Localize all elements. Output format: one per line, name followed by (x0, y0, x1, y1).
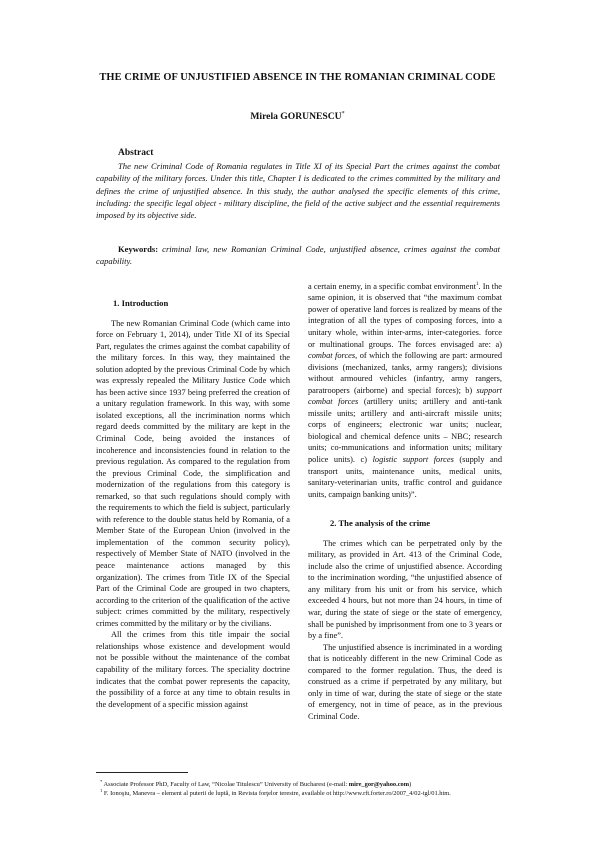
combat-forces-term: combat forces (308, 351, 356, 361)
footnote-1-close: ) (409, 781, 412, 789)
p3-mid-2: , of which the following are part: armoured divisions (mechanized, tanks, army rangers); divisions without armoured vehicles (infantry, army rangers, paratroopers (airborne) and special forces); b) (308, 351, 502, 395)
footnote-2 (100, 786, 520, 798)
section-1-heading: 1. Introduction (113, 298, 169, 308)
footnote-divider (96, 772, 188, 773)
abstract-text: The new Criminal Code of Romania regulates in Title XI of its Special Part the crimes against the combat capability of the military forces. Under this title, Chapter I is dedicated to the crimes committed by the military and defines the crime of unjustified absence. In this study, the author analysed the specific elements of this crime, including: the specific legal object - military discipline, the field of the active subject and the essential requirements imposed by its objective side. (96, 161, 500, 221)
author-line (0, 111, 595, 122)
left-column (96, 298, 290, 710)
author-name: Mirela GORUNESCU (250, 111, 342, 123)
p3-end: (supply and transport units, maintenance units, medical units, sanitary-veterinarian units, traffic control and guidance units, campaign banking units)”. (308, 454, 502, 499)
footnote-2-mark: 1 (100, 788, 103, 793)
right-column (308, 279, 502, 722)
support-forces-term: support combat forces (308, 385, 502, 407)
p3-mid-3: (artillery units; artillery and anti-tank missile units; artillery and anti-aircraft missile units; corps of engineers; electronic war units; nuclear, biological and chemical defence units – NBC; research units; co-mmunications and information units; military police units). c) (308, 397, 502, 464)
section-1-paragraph-2: All the crimes from this title impair the social relationships whose existence and development would not be possible without the maintenance of the combat capability of the military forces. The speciality doctrine indicates that the combat power represents the capacity, the possibility of a force at any time to obtain results in the development of a specific mission against (96, 630, 290, 709)
p3-start: a certain enemy, in a specific combat environment (308, 281, 476, 291)
section-2-heading: 2. The analysis of the crime (330, 518, 431, 529)
section-2-paragraph-1: The crimes which can be perpetrated only by the military, as provided in Art. 413 of the Criminal Code, include also the crime of unjustified absence. According to the incrimination wording, “the unjustified absence of any military from his unit or from his service, which exceeded 4 hours, but not more than 24 hours, in time of war, during the state of siege or the state of emergency, shall be punished by imprisonment from one to 3 years or by a fine”. (308, 538, 502, 641)
author-footnote-mark: * (341, 111, 345, 117)
keywords (96, 243, 500, 268)
logistic-forces-term: logistic support forces (372, 454, 454, 464)
p3-mid-1: . In the same opinion, it is observed that “the maximum combat power of operative land forces is realized by means of the integration of all the types of composing forces, into a unitary whole, within inter-arms, inter-categories. force or multinational groups. The forces envisaged are: a) (308, 281, 502, 349)
paper-title: THE CRIME OF UNJUSTIFIED ABSENCE IN THE ROMANIAN CRIMINAL CODE (99, 72, 496, 83)
footnote-1-mark: * (100, 779, 103, 784)
keywords-label: Keywords: (118, 244, 159, 254)
footnote-ref-1: 1 (476, 282, 479, 287)
footnote-2-text: F. Ionoşiu, Manevra – element al puterii de luptă, in Revista forţelor terestre, available ot http://www.rft.forter.ro/2007_4/02-tgl/01.htm. (102, 790, 451, 798)
section-2-paragraph-2: The unjustified absence is incriminated in a wording that is noticeably different in the new Criminal Code as compared to the former regulation. Thus, the deed is construed as a crime if perpetrated by any military, but only in time of war, during the state of siege or the state of emergency, not in time of peace, as in the previous Criminal Code. (308, 642, 502, 721)
footnote-1-text: Associate Professor PhD, Faculty of Law, “Nicolae Titulescu” University of Bucharest (e-mail: (102, 781, 349, 789)
abstract-heading: Abstract (118, 148, 154, 158)
section-1-paragraph-1: The new Romanian Criminal Code (which came into force on February 1, 2014), under Title XI of its Special Part, regulates the crimes against the combat capability of the military forces. In this way, they maintained the solution adopted by the previous Criminal Code by which was expressly repealed the Military Justice Code which has been active since 1937 being preferred the creation of a unitary regulation framework. In this way, with some isolated exceptions, all the incrimination norms which regard deeds committed by the military are kept in the Criminal Code, being avoided the instances of incoherence and inconsistencies found in relation to the previous regulation. As compared to the regulation from the previous Criminal Code, the simplification and modernization of the regulations from this category is remarked, so that such regulations should comply with the requirements to which the field is subject, particularly with reference to the double status held by Romania, of a Member State of the European Union (involved in the implementation of the common security policy), respectively of Member State of NATO (involved in the peace maintenance actions managed by this organization). The crimes from Title IX of the Special Part of the Criminal Code are grouped in two chapters, according to the criterion of the qualification of the active subject: crimes committed by the military, respectively crimes committed by the military or by the civilians. (96, 318, 290, 628)
author-email-link[interactable]: mire_gor@yahoo.com (348, 781, 410, 789)
keywords-text: criminal law, new Romanian Criminal Code, unjustified absence, crimes against the combat capability. (96, 244, 500, 267)
section-1-paragraph-3 (308, 279, 502, 500)
